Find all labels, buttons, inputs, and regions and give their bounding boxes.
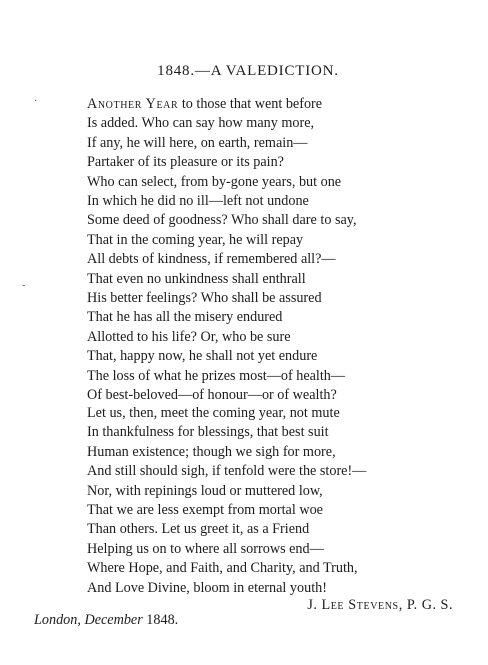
poem-line-1-rest: to those that went before	[178, 96, 323, 112]
poem-line: Is added. Who can say how many more,	[87, 115, 315, 132]
poem-line: In which he did no ill—left not undone	[87, 193, 309, 210]
poem-line: And still should sigh, if tenfold were the store!—	[87, 463, 367, 480]
opening-small-caps: Another Year	[87, 96, 179, 112]
poem-line: Nor, with repinings loud or muttered low,	[87, 482, 323, 499]
poem-line: Some deed of goodness? Who shall dare to say,	[87, 212, 357, 229]
poem-line: Human existence; though we sigh for more,	[87, 443, 336, 460]
poem-line: That in the coming year, he will repay	[87, 231, 304, 248]
poem-line: In thankfulness for blessings, that best suit	[87, 424, 329, 441]
poem-line: All debts of kindness, if remembered all?—	[87, 251, 336, 268]
poem-line: Partaker of its pleasure or its pain?	[87, 154, 284, 171]
dateline	[34, 612, 178, 629]
poem-line: Helping us on to where all sorrows end—	[87, 540, 324, 557]
stanza-2	[87, 404, 366, 598]
poem-line: That even no unkindness shall enthrall	[87, 270, 306, 287]
poem-line: That, happy now, he shall not yet endure	[87, 348, 318, 365]
poem-line: His better feelings? Who shall be assured	[87, 290, 322, 307]
poem-title: 1848.—A VALEDICTION.	[157, 63, 339, 79]
margin-dash: -	[22, 280, 26, 291]
poem-line: That he has all the misery endured	[87, 309, 283, 326]
signature-suffix: , P. G. S.	[398, 597, 453, 613]
stanza-1	[87, 95, 357, 406]
signature-initial: J.	[307, 597, 322, 613]
poem-line: The loss of what he prizes most—of health—	[87, 367, 346, 384]
dateline-place: London, December	[34, 612, 143, 628]
margin-dot: ·	[34, 96, 38, 107]
poem-line: Allotted to his life? Or, who be sure	[87, 328, 291, 345]
poem-line: Of best-beloved—of honour—or of wealth?	[87, 387, 337, 404]
poem-line-1	[87, 95, 357, 114]
poem-line: Let us, then, meet the coming year, not mute	[87, 405, 340, 421]
poem-line: And Love Divine, bloom in eternal youth!	[87, 579, 327, 596]
poem-line: If any, he will here, on earth, remain—	[87, 134, 308, 151]
poem-line: Who can select, from by-gone years, but one	[87, 173, 342, 190]
poem-line: Than others. Let us greet it, as a Friend	[87, 521, 310, 538]
dateline-year: 1848.	[142, 612, 179, 628]
author-signature	[307, 597, 453, 614]
signature-name: Lee Stevens	[321, 597, 399, 613]
poem-line: That we are less exempt from mortal woe	[87, 502, 323, 519]
poem-line: Where Hope, and Faith, and Charity, and Truth,	[87, 560, 358, 577]
